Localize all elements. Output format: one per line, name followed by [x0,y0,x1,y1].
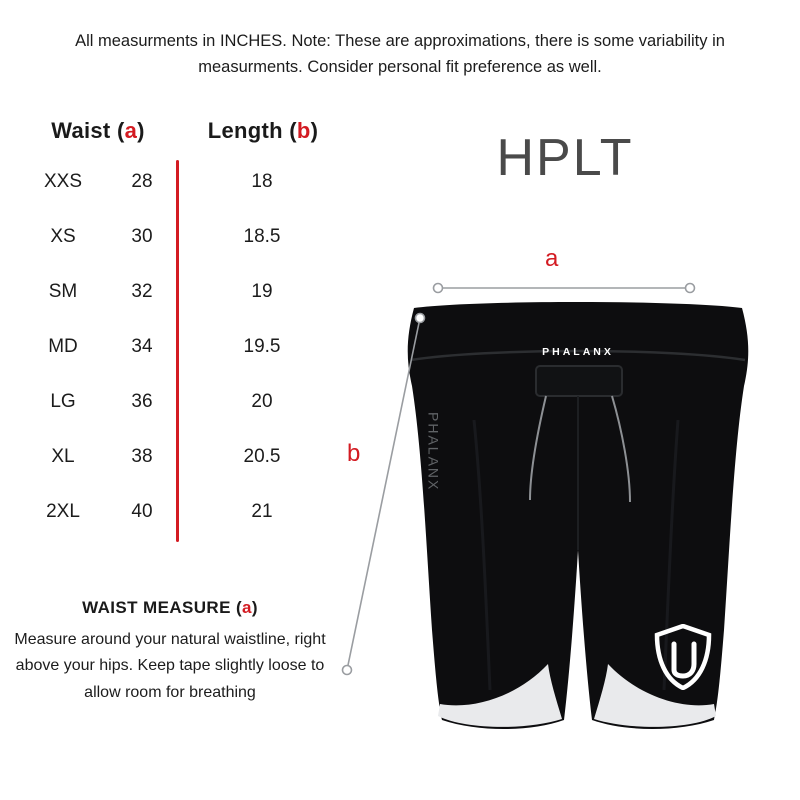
column-header-waist-text: Waist ( [51,118,125,143]
dimension-overlay [350,110,800,800]
waist-measure-block [10,598,330,706]
waist-measure-title-prefix: WAIST MEASURE ( [82,598,243,617]
table-row [18,154,348,209]
cell-waist: 34 [131,335,153,357]
waist-measure-title [10,598,330,618]
marker-a: a [124,118,138,143]
table-row [18,429,348,484]
cell-size: XS [50,225,76,247]
cell-waist: 38 [131,445,153,467]
cell-waist: 28 [131,170,153,192]
cell-size: SM [48,280,78,302]
dimension-label-a: a [545,245,559,272]
table-row [18,319,348,374]
cell-waist: 32 [131,280,153,302]
table-row [18,209,348,264]
marker-b: b [296,118,311,143]
column-header-waist [18,118,178,144]
cell-size: XXS [43,170,83,192]
cell-length: 19.5 [243,335,281,357]
cell-size: 2XL [46,500,80,522]
table-vertical-divider [176,160,179,542]
cell-waist: 40 [131,500,153,522]
cell-waist: 30 [131,225,153,247]
side-brand-text: PHALANX [425,412,442,492]
brand-logo-text: PHALANX [542,346,614,358]
column-header-length [178,118,348,144]
measurement-note: All measurments in INCHES. Note: These are approximations, there is some variability in measurments. Consider personal fit preference as well. [75,32,725,77]
cell-length: 20 [251,390,273,412]
cell-length: 19 [251,280,273,302]
phalanx-shield-icon [654,624,712,690]
marker-a: a [242,598,252,617]
waist-measure-title-suffix: ) [251,598,258,617]
size-table [18,118,348,539]
size-table-body [18,154,348,539]
column-header-waist-close: ) [137,118,145,143]
product-title: HPLT [496,129,634,187]
cell-size: XL [51,445,75,467]
table-row [18,264,348,319]
cell-length: 21 [251,500,273,522]
cell-length: 20.5 [243,445,281,467]
column-header-length-close: ) [310,118,319,143]
column-header-length-text: Length ( [207,118,297,143]
product-panel [347,110,800,800]
cell-size: LG [50,390,76,412]
size-table-header [18,118,348,154]
table-row [18,374,348,429]
waist-measure-body: Measure around your natural waistline, right above your hips. Keep tape slightly loose to allow room for breathing [14,631,326,701]
cell-length: 18 [251,170,273,192]
dimension-label-b: b [347,440,361,467]
cell-waist: 36 [131,390,153,412]
table-row [18,484,348,539]
cell-length: 18.5 [243,225,281,247]
cell-size: MD [48,335,78,357]
